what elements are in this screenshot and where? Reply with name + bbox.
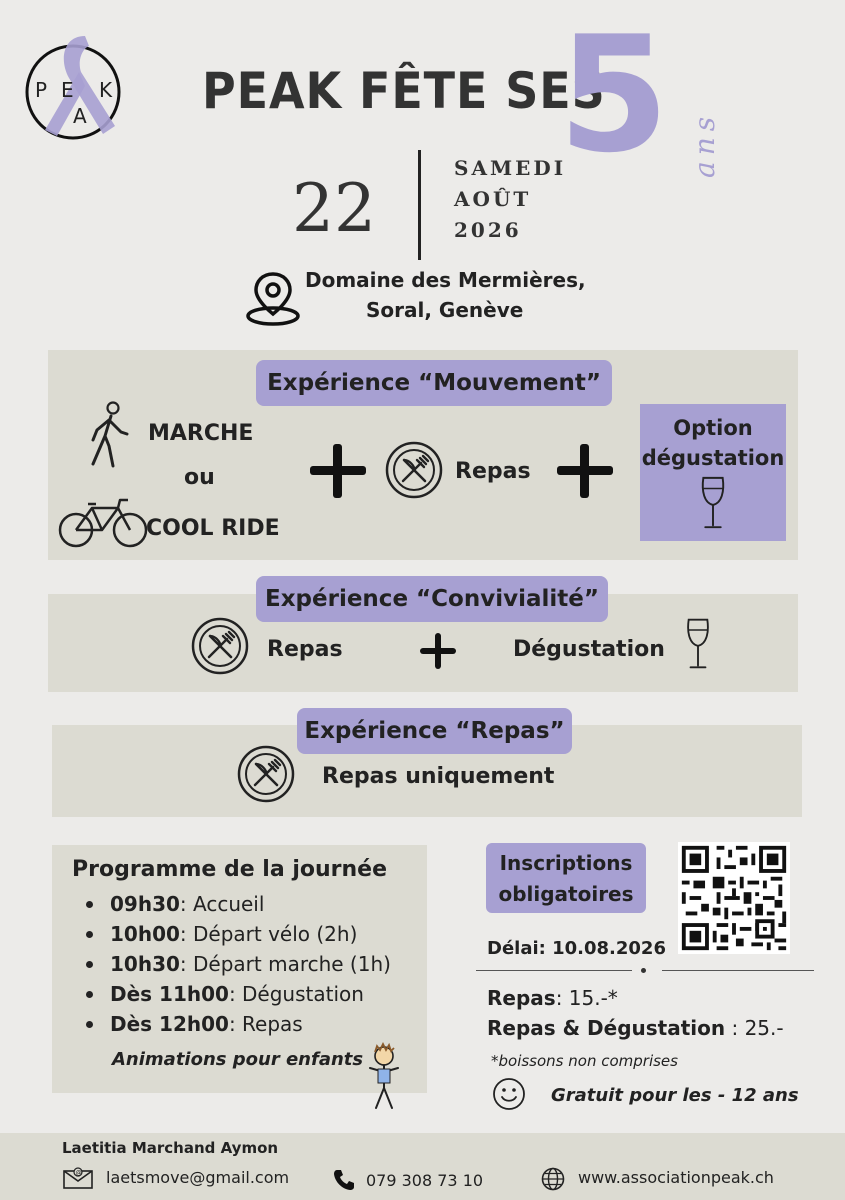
- convivialite-repas-label: Repas: [267, 637, 343, 662]
- programme-title: Programme de la journée: [72, 857, 388, 882]
- mouvement-title: Expérience “Mouvement”: [256, 360, 612, 406]
- anniversary-number: 5: [558, 1, 670, 188]
- boissons-note: *boissons non comprises: [491, 1052, 678, 1070]
- inscriptions-label: Inscriptions: [499, 851, 633, 875]
- plate-cutlery-icon: [384, 440, 444, 500]
- option-label: Option: [673, 416, 753, 440]
- price-repas-degustation: Repas & Dégustation : 25.-: [487, 1016, 784, 1040]
- list-item: 10h30: Départ marche (1h): [74, 949, 424, 979]
- smiley-icon: [492, 1077, 526, 1111]
- contact-phone[interactable]: 079 308 73 10: [366, 1171, 484, 1190]
- animations-label: Animations pour enfants: [112, 1049, 364, 1070]
- email-icon: [62, 1166, 94, 1190]
- list-item: Dès 12h00: Repas: [74, 1009, 424, 1039]
- qr-code[interactable]: [678, 842, 790, 954]
- plus-icon: [310, 444, 366, 498]
- list-item: 10h00: Départ vélo (2h): [74, 919, 424, 949]
- bicycle-icon: [58, 494, 148, 550]
- repas-label: Repas: [455, 459, 531, 484]
- convivialite-title: Expérience “Convivialité”: [256, 576, 608, 622]
- child-drawing-icon: [362, 1042, 406, 1112]
- page-title: PEAK FÊTE SES: [202, 62, 606, 120]
- marche-label: MARCHE: [148, 421, 254, 446]
- programme-list: [74, 889, 424, 1039]
- divider-dot: [641, 968, 646, 973]
- ou-label: ou: [184, 465, 215, 490]
- location-pin-icon: [243, 268, 303, 328]
- plate-cutlery-icon: [236, 744, 296, 804]
- wine-glass-icon: [698, 474, 728, 532]
- logo-letter-k: K: [99, 78, 113, 102]
- date-year: 2026: [454, 218, 522, 242]
- walker-icon: [85, 400, 135, 470]
- logo-letter-p: P: [35, 78, 48, 102]
- date-month: AOÛT: [454, 187, 532, 211]
- wine-glass-icon: [684, 616, 712, 672]
- date-day: 22: [292, 170, 376, 247]
- location-line2: Soral, Genève: [366, 298, 524, 322]
- anniversary-ans: ans: [688, 110, 721, 178]
- date-divider: [418, 150, 421, 260]
- plate-cutlery-icon: [190, 616, 250, 676]
- degustation-label: dégustation: [641, 446, 785, 470]
- list-item: Dès 11h00: Dégustation: [74, 979, 424, 1009]
- phone-icon: [332, 1168, 356, 1192]
- list-item: 09h30: Accueil: [74, 889, 424, 919]
- plus-icon: [420, 633, 456, 669]
- cool-ride-label: COOL RIDE: [146, 516, 280, 541]
- divider-right: [662, 970, 814, 971]
- svg-text:@: @: [75, 1169, 82, 1177]
- repas-uniquement-label: Repas uniquement: [322, 764, 555, 789]
- delai-label: Délai: 10.08.2026: [487, 938, 666, 959]
- price-repas: Repas: 15.-*: [487, 986, 618, 1010]
- gratuit-label: Gratuit pour les - 12 ans: [551, 1085, 799, 1106]
- obligatoires-label: obligatoires: [498, 882, 634, 906]
- contact-name: Laetitia Marchand Aymon: [62, 1139, 279, 1157]
- logo-letter-a: A: [73, 104, 87, 128]
- convivialite-degustation-label: Dégustation: [513, 637, 665, 662]
- logo-letter-e: E: [61, 78, 74, 102]
- globe-icon: [540, 1166, 566, 1192]
- divider-left: [476, 970, 632, 971]
- repas-title: Expérience “Repas”: [297, 708, 572, 754]
- location-line1: Domaine des Mermières,: [305, 268, 586, 292]
- date-weekday: SAMEDI: [454, 156, 567, 180]
- contact-email[interactable]: laetsmove@gmail.com: [106, 1168, 290, 1187]
- plus-icon: [557, 444, 613, 498]
- contact-website[interactable]: www.associationpeak.ch: [578, 1168, 774, 1187]
- peak-logo: [25, 30, 125, 142]
